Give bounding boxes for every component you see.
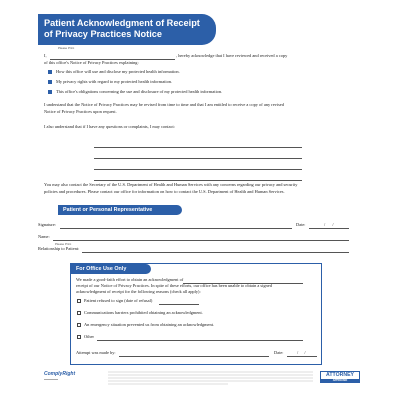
date-separators: / /: [324, 222, 334, 227]
date-label: Date:: [274, 350, 284, 355]
badge-subtitle: APPROVED: [321, 379, 359, 383]
communication-checkbox[interactable]: [77, 311, 81, 315]
name-label: Name:: [38, 234, 50, 239]
form-page: [38, 0, 366, 400]
complyright-logo: ComplyRight: [44, 371, 76, 377]
contact-line[interactable]: [94, 147, 302, 148]
date-field[interactable]: [309, 228, 349, 229]
signature-line[interactable]: [60, 228, 292, 229]
intro-line2: of this office's Notice of Privacy Practices explaining:: [44, 60, 139, 65]
contact-paragraph: I also understand that if I have any questions or complaints, I may contact:: [44, 124, 175, 129]
name-line[interactable]: [53, 240, 349, 241]
attempt-label: Attempt was made by:: [76, 350, 116, 355]
other-checkbox[interactable]: [77, 335, 81, 339]
office-date-field[interactable]: [287, 356, 317, 357]
patient-section-header: Patient or Personal Representative: [58, 205, 182, 215]
signature-label: Signature:: [38, 222, 57, 227]
bullet-icon: [48, 90, 52, 94]
other-line[interactable]: [97, 340, 303, 341]
attorney-approved-badge: [320, 371, 360, 383]
hhs-paragraph-line2: policies and procedures. Please contact our office for information on how to contact the U.S. Department of Health and Human Services.: [44, 189, 285, 194]
office-section-header: For Office Use Only: [71, 264, 151, 274]
emergency-checkbox[interactable]: [77, 323, 81, 327]
bullet-icon: [48, 80, 52, 84]
relationship-line[interactable]: [82, 252, 349, 253]
office-use-box: [70, 263, 322, 365]
revision-paragraph-line2: Notice of Privacy Practices upon request.: [44, 109, 117, 114]
badge-title: ATTORNEY: [325, 372, 355, 378]
refused-checkbox[interactable]: [77, 299, 81, 303]
refusal-date-line[interactable]: [159, 304, 199, 305]
option-label: Other: [84, 334, 94, 339]
intro-start: I,: [44, 53, 47, 58]
date-separators: / /: [297, 350, 306, 355]
office-line3: acknowledgment of receipt for the following reasons (check all apply):: [76, 289, 201, 294]
relationship-label: Relationship to Patient:: [38, 246, 80, 251]
bullet-icon: [48, 70, 52, 74]
disclaimer-lines: [108, 371, 313, 385]
bullet-item: This office's obligations concerning the use and disclosure of my protected health information.: [56, 89, 223, 94]
option-label: An emergency situation prevented us from obtaining an acknowledgment.: [84, 322, 215, 327]
please-print-note: Please Print: [58, 46, 75, 50]
attempt-line[interactable]: [119, 356, 269, 357]
bullet-item: My privacy rights with regard to my protected health information.: [56, 79, 173, 84]
revision-paragraph-line1: I understand that the Notice of Privacy Practices may be revised from time to time and that I am entitled to receive a copy of any revised: [44, 102, 284, 107]
bullet-item: How this office will use and disclose my protected health information.: [56, 69, 180, 74]
contact-line[interactable]: [94, 158, 302, 159]
hhs-paragraph-line1: You may also contact the Secretary of the U.S. Department of Health and Human Services with any concerns regarding our privacy and security: [44, 182, 298, 187]
date-label: Date:: [296, 222, 306, 227]
intro-end: , hereby acknowledge that I have reviewed and received a copy: [176, 53, 288, 58]
form-title: Patient Acknowledgment of Receipt of Privacy Practices Notice: [38, 14, 216, 45]
option-label: Communications barriers prohibited obtaining an acknowledgment.: [84, 310, 203, 315]
contact-line[interactable]: [94, 180, 302, 181]
option-label: Patient refused to sign (date of refusal): [84, 298, 153, 303]
please-print-note: Please Print: [55, 242, 72, 246]
office-line1: We made a good-faith effort to obtain an acknowledgment of: [76, 277, 184, 282]
disclaimer-text: [108, 371, 313, 385]
footer-divider: [44, 379, 58, 380]
contact-line[interactable]: [94, 169, 302, 170]
office-line2: receipt of our Notice of Privacy Practices. In spite of these efforts, our office has been unable to obtain a signed: [76, 283, 272, 288]
